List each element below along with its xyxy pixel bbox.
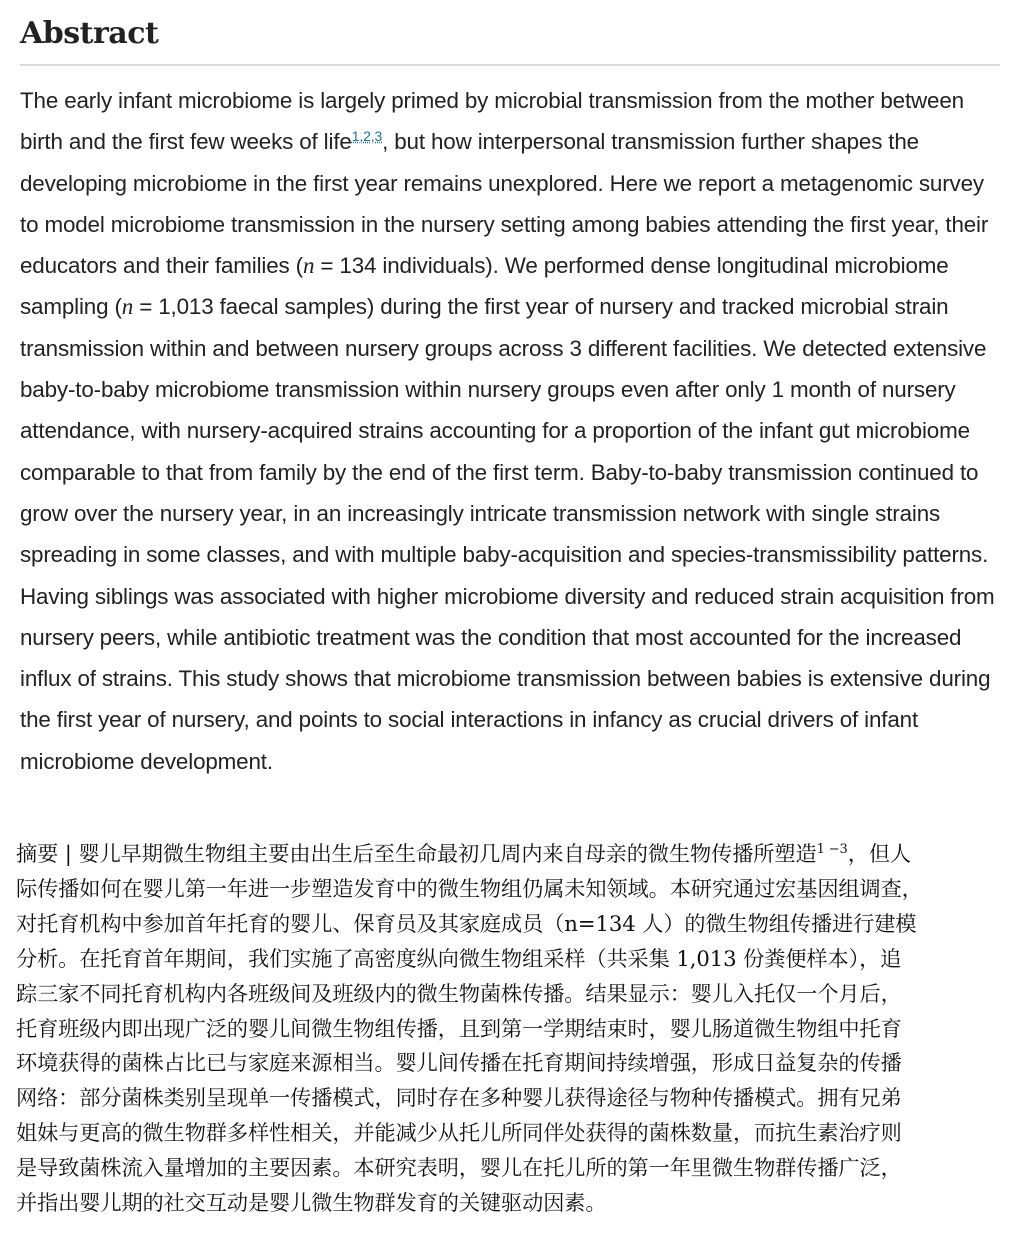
abstract-text-part1: The early infant microbiome is largely primed by microbial transmission from the mother between birth and the first few weeks of life (20, 88, 964, 155)
translation-line-11: 并指出婴儿期的社交互动是婴儿微生物群发育的关键驱动因素。 (16, 1190, 607, 1216)
abstract-text-part2: , but how interpersonal transmission further shapes the developing microbiome in the first year remains unexplored. Here we report a metagenomic survey to model microbiome transmission in the nursery setting among babies attending the first year, their educators and their families ( (20, 129, 989, 279)
translation-line-5: 踪三家不同托育机构内各班级间及班级内的微生物菌株传播。结果显示：婴儿入托仅一个月后， (16, 980, 902, 1006)
translation-text: 摘要 | 婴儿早期微生物组主要由出生后至生命最初几周内来自母亲的微生物传播所塑造 (16, 841, 817, 866)
reference-links[interactable]: 1,2,3 (351, 128, 383, 145)
translation-line-6: 托育班级内即出现广泛的婴儿间微生物组传播，且到第一学期结束时，婴儿肠道微生物组中托育 (16, 1015, 902, 1041)
heading-divider (20, 64, 1000, 66)
abstract-paragraph (20, 80, 1000, 782)
translation-text: ，但人 (847, 841, 911, 866)
translation-line-4: 分析。在托育首年期间，我们实施了高密度纵向微生物组采样（共采集 1,013 份粪便样本），追 (16, 945, 902, 971)
abstract-section (20, 14, 1000, 804)
n-symbol-samples: n (121, 294, 134, 320)
translation-line-8: 网络：部分菌株类别呈现单一传播模式，同时存在多种婴儿获得途径与物种传播模式。拥有兄弟 (16, 1085, 902, 1111)
translation-line-3: 对托育机构中参加首年托育的婴儿、保育员及其家庭成员（n=134 人）的微生物组传播进行建模 (16, 910, 917, 936)
abstract-text-individuals: = 134 individuals). We performed dense longitudinal microbiome sampling ( (20, 253, 949, 320)
translation-line-2: 际传播如何在婴儿第一年进一步塑造发育中的微生物组仍属未知领域。本研究通过宏基因组调查， (16, 875, 923, 901)
translation-line-1 (16, 837, 1016, 872)
translation-line-10: 是导致菌株流入量增加的主要因素。本研究表明，婴儿在托儿所的第一年里微生物群传播广泛， (16, 1155, 902, 1181)
abstract-text-samples: = 1,013 faecal samples) during the first year of nursery and tracked microbial strain transmission within and between nursery groups across 3 different facilities. We detected extensive baby-to-baby microbiome transmission within nursery groups even after only 1 month of nursery attendance, with nursery-acquired strains accounting for a proportion of the infant gut microbiome comparable to that from family by the end of the first term. Baby-to-baby transmission continued to grow over the nursery year, in an increasingly intricate transmission network with single strains spreading in some classes, and with multiple baby-acquisition and species-transmissibility patterns. Having siblings was associated with higher microbiome diversity and reduced strain acquisition from nursery peers, while antibiotic treatment was the condition that most accounted for the increased influx of strains. This study shows that microbiome transmission between babies is extensive during the first year of nursery, and points to social interactions in infancy as crucial drivers of infant microbiome development. (20, 294, 995, 774)
translation-line-7: 环境获得的菌株占比已与家庭来源相当。婴儿间传播在托育期间持续增强，形成日益复杂的传播 (16, 1050, 902, 1076)
abstract-heading: Abstract (20, 16, 159, 51)
translation-line-9: 姐妹与更高的微生物群多样性相关，并能减少从托儿所同伴处获得的菌株数量，而抗生素治疗则 (16, 1120, 902, 1146)
chinese-translation (16, 837, 1016, 1221)
translation-reference-sup: 1 −3 (816, 842, 848, 857)
n-symbol-individuals: n (302, 253, 315, 279)
